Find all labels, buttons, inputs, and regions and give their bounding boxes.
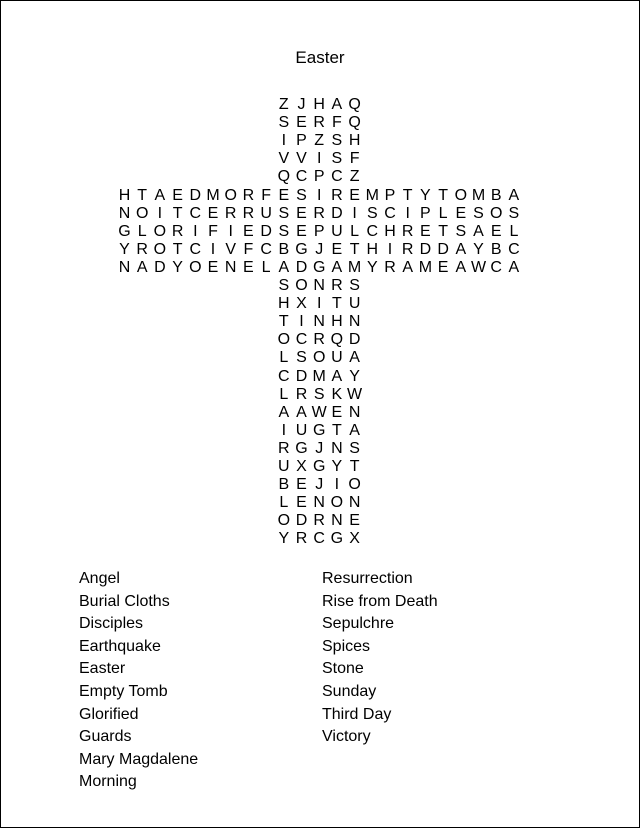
letter-grid xyxy=(1,1,639,561)
grid-letter: Y xyxy=(172,258,183,276)
grid-letter: X xyxy=(296,458,307,475)
grid-letter: N xyxy=(118,204,131,222)
word-list-item: Disciples xyxy=(79,615,144,633)
grid-letter: T xyxy=(278,313,289,331)
grid-letter: Y xyxy=(366,258,378,276)
grid-letter: M xyxy=(206,186,220,204)
word-list-item: Stone xyxy=(322,660,364,678)
grid-letter: E xyxy=(420,222,431,240)
grid-letter: G xyxy=(295,439,308,457)
grid-letter: L xyxy=(509,222,519,240)
grid-letter: V xyxy=(278,150,290,168)
grid-letter: U xyxy=(295,421,308,439)
grid-letter: S xyxy=(331,150,343,168)
grid-letter: P xyxy=(384,186,396,204)
grid-letter: A xyxy=(508,186,520,204)
word-list-left xyxy=(79,568,198,794)
grid-letter: A xyxy=(455,240,467,258)
grid-letter: O xyxy=(153,240,167,258)
grid-letter: R xyxy=(171,222,184,240)
word-list-item: Earthquake xyxy=(79,637,161,655)
grid-letter: E xyxy=(331,403,343,421)
grid-letter: N xyxy=(348,494,361,512)
grid-letter: S xyxy=(366,204,378,222)
grid-letter: M xyxy=(365,186,379,204)
grid-letter: O xyxy=(348,476,361,494)
grid-letter: X xyxy=(296,295,307,313)
grid-letter: R xyxy=(401,240,414,258)
puzzle-title: Easter xyxy=(295,48,345,67)
grid-letter: P xyxy=(313,222,325,240)
grid-letter: R xyxy=(295,530,308,548)
grid-letter: E xyxy=(437,258,449,276)
grid-letter: E xyxy=(172,186,183,204)
grid-letter: R xyxy=(313,512,325,530)
grid-letter: J xyxy=(315,476,324,494)
grid-letter: L xyxy=(279,349,289,367)
grid-letter: C xyxy=(295,168,308,186)
grid-letter: B xyxy=(490,186,502,204)
grid-letter: I xyxy=(316,186,322,204)
grid-letter: E xyxy=(296,476,307,494)
word-list-item: Mary Magdalene xyxy=(79,750,199,768)
grid-letter: X xyxy=(349,530,360,548)
grid-letter: U xyxy=(260,204,272,222)
grid-letter: H xyxy=(384,222,396,240)
grid-letter: L xyxy=(137,222,147,240)
grid-letter: E xyxy=(296,204,307,222)
grid-letter: T xyxy=(349,458,360,475)
grid-letter: S xyxy=(313,385,325,403)
grid-letter: Z xyxy=(278,96,289,113)
grid-letter: H xyxy=(118,186,131,204)
grid-letter: E xyxy=(331,240,343,258)
grid-letter: W xyxy=(470,258,487,276)
grid-letter: N xyxy=(313,313,325,331)
grid-letter: Z xyxy=(314,132,325,150)
grid-letter: Y xyxy=(278,530,290,548)
grid-letter: E xyxy=(296,114,307,132)
grid-letter: G xyxy=(295,240,308,258)
grid-letter: G xyxy=(118,222,131,240)
grid-letter: E xyxy=(207,258,219,276)
grid-letter: E xyxy=(490,222,502,240)
grid-letter: D xyxy=(154,258,166,276)
grid-letter: Z xyxy=(349,168,360,186)
grid-letter: A xyxy=(331,367,343,385)
grid-letter: E xyxy=(296,222,307,240)
grid-letter: I xyxy=(281,421,287,439)
word-list-item: Burial Cloths xyxy=(79,592,170,610)
grid-letter: N xyxy=(118,258,131,276)
grid-letter: I xyxy=(334,476,340,494)
grid-letter: S xyxy=(278,277,290,294)
grid-letter: Q xyxy=(277,168,291,186)
word-list-item: Spices xyxy=(322,637,371,655)
grid-letter: A xyxy=(154,186,166,204)
grid-letter: O xyxy=(277,512,291,530)
grid-letter: Q xyxy=(330,331,344,349)
grid-letter: K xyxy=(331,385,343,403)
grid-letter: T xyxy=(172,240,183,258)
grid-letter: E xyxy=(207,204,219,222)
grid-letter: A xyxy=(136,258,148,276)
grid-letter: T xyxy=(402,186,413,204)
grid-letter: D xyxy=(189,186,202,204)
grid-letter: C xyxy=(331,168,343,186)
grid-letter: N xyxy=(313,494,325,512)
grid-letter: Q xyxy=(348,114,361,132)
grid-letter: O xyxy=(295,277,308,294)
grid-letter: S xyxy=(278,204,290,222)
grid-letter: O xyxy=(153,222,167,240)
grid-letter: N xyxy=(348,403,361,421)
grid-letter: A xyxy=(278,258,290,276)
grid-letter: Q xyxy=(348,96,361,113)
grid-letter: C xyxy=(384,204,396,222)
grid-letter: E xyxy=(243,222,254,240)
grid-letter: F xyxy=(243,240,254,258)
grid-letter: D xyxy=(295,258,308,276)
grid-letter: D xyxy=(348,331,361,349)
word-list-item: Sunday xyxy=(322,682,377,700)
grid-letter: P xyxy=(420,204,431,222)
grid-letter: A xyxy=(402,258,414,276)
grid-letter: S xyxy=(508,204,520,222)
grid-letter: N xyxy=(224,258,237,276)
grid-letter: D xyxy=(260,222,272,240)
grid-letter: M xyxy=(347,258,362,276)
grid-letter: D xyxy=(331,204,343,222)
grid-letter: U xyxy=(331,349,343,367)
grid-letter: N xyxy=(331,439,343,457)
grid-letter: P xyxy=(296,132,307,150)
grid-letter: E xyxy=(296,494,307,512)
grid-letter: C xyxy=(189,240,202,258)
grid-letter: C xyxy=(278,367,290,385)
grid-letter: J xyxy=(315,240,324,258)
grid-letter: C xyxy=(490,258,502,276)
grid-letter: C xyxy=(508,240,520,258)
grid-letter: T xyxy=(332,421,342,439)
grid-letter: D xyxy=(295,367,308,385)
grid-letter: O xyxy=(330,494,344,512)
grid-letter: A xyxy=(349,349,360,367)
grid-letter: R xyxy=(313,204,325,222)
grid-letter: O xyxy=(135,204,149,222)
grid-letter: T xyxy=(137,186,148,204)
grid-letter: U xyxy=(348,295,361,313)
grid-letter: M xyxy=(312,367,326,385)
grid-letter: H xyxy=(366,240,379,258)
grid-letter: O xyxy=(454,186,468,204)
grid-letter: C xyxy=(313,530,325,548)
grid-letter: G xyxy=(312,421,326,439)
grid-letter: A xyxy=(349,421,360,439)
grid-letter: R xyxy=(242,204,255,222)
grid-letter: B xyxy=(490,240,502,258)
grid-letter: R xyxy=(278,439,290,457)
grid-letter: V xyxy=(225,240,237,258)
grid-letter: L xyxy=(438,204,448,222)
grid-letter: T xyxy=(332,295,342,313)
grid-letter: B xyxy=(278,476,290,494)
grid-letter: E xyxy=(349,186,360,204)
grid-letter: S xyxy=(296,186,307,204)
grid-letter: C xyxy=(260,240,272,258)
grid-letter: I xyxy=(352,204,357,222)
grid-letter: Y xyxy=(420,186,431,204)
grid-letter: E xyxy=(455,204,467,222)
grid-letter: M xyxy=(471,186,486,204)
grid-letter: I xyxy=(157,204,163,222)
grid-letter: L xyxy=(350,222,360,240)
word-list-right xyxy=(322,568,438,749)
grid-letter: L xyxy=(279,385,289,403)
grid-letter: T xyxy=(172,204,183,222)
grid-letter: D xyxy=(437,240,449,258)
grid-letter: S xyxy=(331,132,343,150)
grid-letter: I xyxy=(193,222,198,240)
word-list-item: Morning xyxy=(79,773,137,791)
grid-letter: R xyxy=(295,385,308,403)
grid-letter: G xyxy=(312,258,326,276)
grid-letter: S xyxy=(349,439,360,457)
grid-letter: G xyxy=(312,458,326,475)
word-list-item: Sepulchre xyxy=(322,615,395,633)
grid-letter: R xyxy=(313,114,325,132)
grid-letter: I xyxy=(281,132,287,150)
grid-letter: H xyxy=(278,295,290,313)
grid-letter: H xyxy=(331,313,343,331)
grid-letter: S xyxy=(296,349,307,367)
grid-letter: Y xyxy=(473,240,484,258)
grid-letter: J xyxy=(315,439,324,457)
grid-letter: I xyxy=(228,222,233,240)
grid-letter: A xyxy=(473,222,484,240)
grid-letter: O xyxy=(312,349,326,367)
grid-letter: A xyxy=(455,258,467,276)
grid-letter: H xyxy=(313,96,325,113)
grid-letter: I xyxy=(405,204,410,222)
grid-letter: U xyxy=(331,222,343,240)
grid-letter: O xyxy=(277,331,291,349)
grid-letter: W xyxy=(347,385,363,403)
grid-letter: R xyxy=(224,204,237,222)
grid-letter: A xyxy=(331,258,343,276)
grid-letter: F xyxy=(208,222,218,240)
grid-letter: I xyxy=(316,295,322,313)
grid-letter: S xyxy=(455,222,467,240)
word-list-item: Glorified xyxy=(79,705,139,723)
grid-letter: C xyxy=(189,204,202,222)
grid-letter: N xyxy=(331,512,343,530)
grid-letter: E xyxy=(243,258,254,276)
grid-letter: C xyxy=(366,222,379,240)
grid-letter: A xyxy=(508,258,520,276)
grid-letter: E xyxy=(349,512,360,530)
grid-letter: O xyxy=(489,204,503,222)
grid-letter: V xyxy=(296,150,307,168)
grid-letter: I xyxy=(210,240,216,258)
grid-letter: B xyxy=(278,240,290,258)
grid-letter: P xyxy=(313,168,325,186)
grid-letter: J xyxy=(297,96,306,113)
grid-letter: S xyxy=(473,204,484,222)
grid-letter: D xyxy=(419,240,432,258)
grid-letter: G xyxy=(330,530,344,548)
grid-letter: F xyxy=(332,114,342,132)
grid-letter: R xyxy=(331,186,343,204)
grid-letter: L xyxy=(261,258,271,276)
grid-letter: W xyxy=(311,403,327,421)
grid-letter: A xyxy=(331,96,343,113)
grid-letter: T xyxy=(349,240,360,258)
grid-letter: O xyxy=(224,186,237,204)
grid-letter: C xyxy=(295,331,308,349)
grid-letter: N xyxy=(313,277,325,294)
grid-letter: F xyxy=(261,186,271,204)
grid-letter: T xyxy=(438,186,448,204)
grid-letter: R xyxy=(242,186,255,204)
grid-letter: Y xyxy=(331,458,343,475)
grid-letter: R xyxy=(313,331,325,349)
grid-letter: R xyxy=(384,258,396,276)
grid-letter: I xyxy=(387,240,393,258)
grid-letter: H xyxy=(348,132,361,150)
grid-letter: O xyxy=(189,258,202,276)
grid-letter: I xyxy=(299,313,304,331)
grid-letter: R xyxy=(136,240,148,258)
word-list-item: Guards xyxy=(79,728,132,746)
word-list-item: Easter xyxy=(79,660,126,678)
word-list-item: Resurrection xyxy=(322,570,413,587)
word-list-item: Third Day xyxy=(322,705,392,723)
grid-letter: R xyxy=(331,277,343,294)
grid-letter: A xyxy=(296,403,307,421)
grid-letter: S xyxy=(278,114,290,132)
grid-letter: A xyxy=(278,403,290,421)
grid-letter: N xyxy=(348,313,361,331)
word-list-item: Rise from Death xyxy=(322,592,438,610)
grid-letter: Y xyxy=(119,240,130,258)
grid-letter: U xyxy=(278,458,290,475)
grid-letter: F xyxy=(349,150,360,168)
grid-letter: I xyxy=(316,150,322,168)
grid-letter: M xyxy=(418,258,433,276)
word-list-item: Empty Tomb xyxy=(79,682,168,700)
word-list-item: Angel xyxy=(79,570,120,587)
grid-letter: S xyxy=(349,277,360,294)
grid-letter: E xyxy=(278,186,290,204)
grid-letter: T xyxy=(438,222,448,240)
word-list-item: Victory xyxy=(322,728,371,746)
grid-letter: R xyxy=(401,222,414,240)
grid-letter: D xyxy=(295,512,308,530)
grid-letter: L xyxy=(279,494,289,512)
grid-letter: Y xyxy=(349,367,360,385)
grid-letter: S xyxy=(278,222,290,240)
